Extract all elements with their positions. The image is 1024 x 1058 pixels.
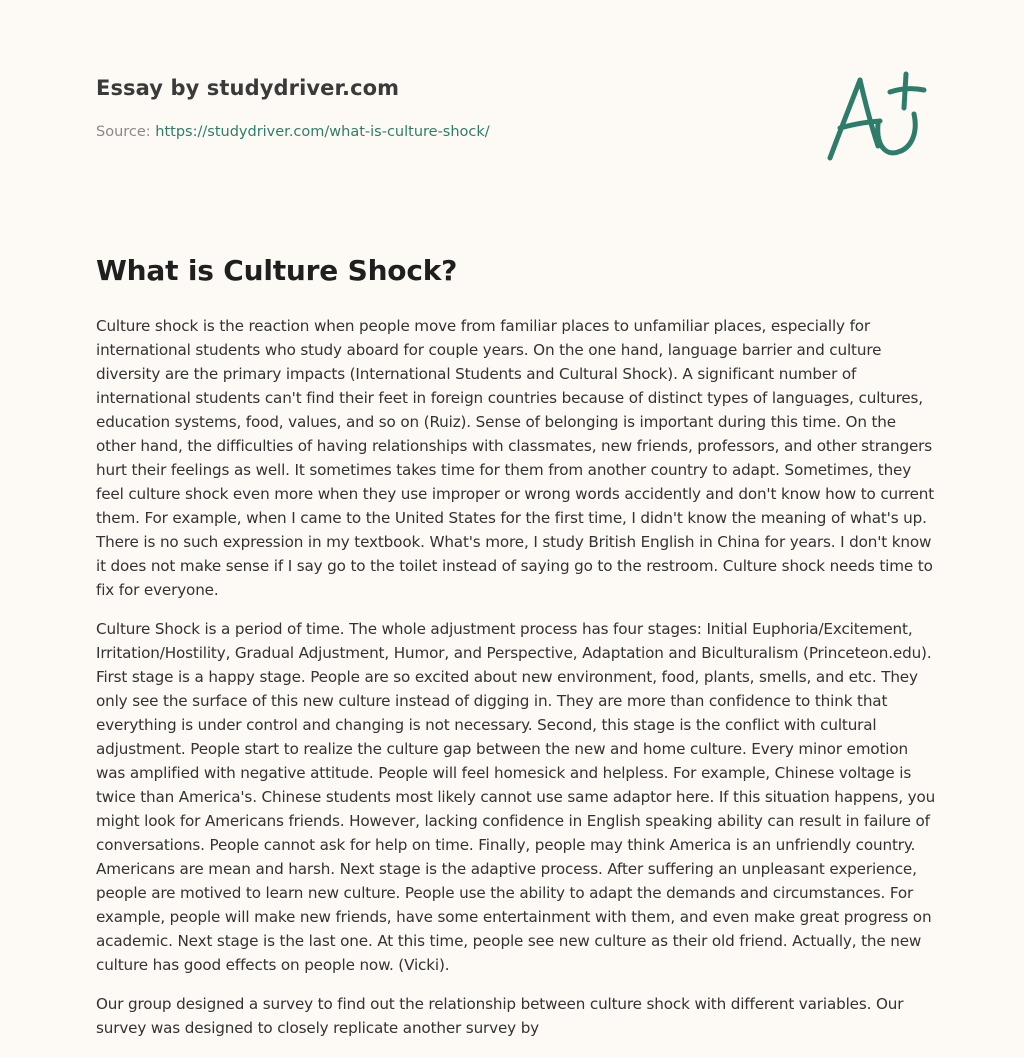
source-label: Source: [96, 124, 151, 140]
essay-paragraph: Culture Shock is a period of time. The whole adjustment process has four stages: Initial Euphoria/Excitement, Irritation/Hostility, Gradual Adjustment, Humor, and Perspective, Adaptation and Biculturalism (Princeteon.edu). First stage is a happy stage. People are so excited about new environment, food, plants, smells, and etc. They only see the surface of this new culture instead of digging in. They are more than confidence to think that everything is under control and changing is not necessary. Second, this stage is the conflict with cultural adjustment. People start to realize the culture gap between the new and home culture. Every minor emotion was amplified with negative attitude. People will feel homesick and helpless. For example, Chinese voltage is twice than America's. Chinese students most likely cannot use same adaptor here. If this situation happens, you might look for Americans friends. However, lacking confidence in English speaking ability can result in failure of conversations. People cannot ask for help on time. Finally, people may think America is an unfriendly country. Americans are mean and harsh. Next stage is the adaptive process. After suffering an unpleasant experience, people are motived to learn new culture. People use the ability to adapt the demands and circumstances. For example, people will make new friends, have some entertainment with them, and even make great progress on academic. Next stage is the last one. At this time, people see new culture as their old friend. Actually, the new culture has good effects on people now. (Vicki). [96, 620, 936, 974]
essay-paragraph: Culture shock is the reaction when people move from familiar places to unfamiliar places, especially for international students who study aboard for couple years. On the one hand, language barrier and culture diversity are the primary impacts (International Students and Cultural Shock). A significant number of international students can't find their feet in foreign countries because of distinct types of languages, cultures, education systems, food, values, and so on (Ruiz). Sense of belonging is important during this time. On the other hand, the difficulties of having relationships with classmates, new friends, professors, and other strangers hurt their feelings as well. It sometimes takes time for them from another country to adapt. Sometimes, they feel culture shock even more when they use improper or wrong words accidently and don't know how to current them. For example, when I came to the United States for the first time, I didn't know the meaning of what's up. There is no such expression in my textbook. What's more, I study British English in China for years. I don't know it does not make sense if I say go to the toilet instead of saying go to the restroom. Culture shock needs time to fix for everyone. [96, 317, 935, 599]
source-line [96, 124, 490, 140]
source-link[interactable]: https://studydriver.com/what-is-culture-shock/ [155, 124, 490, 140]
essay-body [96, 314, 936, 1055]
site-header-title: Essay by studydriver.com [96, 76, 400, 100]
essay-title: What is Culture Shock? [96, 254, 458, 287]
essay-paragraph: Our group designed a survey to find out the relationship between culture shock with different variables. Our survey was designed to closely replicate another survey by [96, 995, 904, 1037]
a-plus-logo-icon [820, 66, 930, 166]
